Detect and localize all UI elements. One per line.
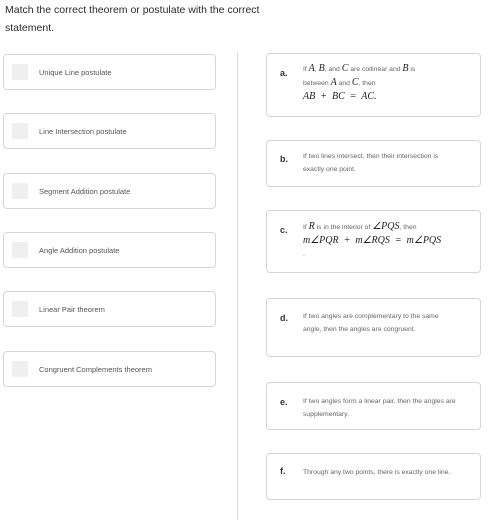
theorem-label: Unique Line postulate xyxy=(39,67,112,77)
theorem-label: Congruent Complements theorem xyxy=(39,364,152,374)
statement-card-f xyxy=(266,453,481,500)
statement-text: If two lines intersect, then their intersection is exactly one point. xyxy=(303,153,439,173)
statement-card-c xyxy=(266,210,481,273)
theorem-card-congruent-complements[interactable] xyxy=(3,351,216,387)
statement-letter: a. xyxy=(280,68,288,78)
theorem-card-linear-pair[interactable] xyxy=(3,291,216,327)
drop-target[interactable] xyxy=(12,242,28,258)
theorem-label: Line Intersection postulate xyxy=(39,126,127,136)
statement-letter: b. xyxy=(280,154,288,164)
statement-text: If R is in the interior of ∠PQS, then m∠PQR + m∠RQS = m∠PQS . xyxy=(303,221,442,258)
statement-card-d xyxy=(266,298,481,357)
statement-text: Through any two points, there is exactly one line. xyxy=(303,469,451,476)
statement-letter: e. xyxy=(280,397,288,407)
statement-card-b xyxy=(266,140,481,187)
statement-letter: d. xyxy=(280,313,288,323)
drop-target[interactable] xyxy=(12,361,28,377)
statement-card-a xyxy=(266,53,481,117)
statement-card-e xyxy=(266,382,481,430)
drop-target[interactable] xyxy=(12,301,28,317)
statement-text: If two angles form a linear pair, then the angles are supplementary. xyxy=(303,398,456,418)
theorem-label: Linear Pair theorem xyxy=(39,304,105,314)
drop-target[interactable] xyxy=(12,64,28,80)
statement-letter: f. xyxy=(280,466,286,476)
column-divider xyxy=(237,52,238,520)
equation: AB + BC = AC. xyxy=(303,91,377,102)
theorem-card-unique-line[interactable] xyxy=(3,54,216,90)
equation: m∠PQR + m∠RQS = m∠PQS xyxy=(303,235,442,246)
drop-target[interactable] xyxy=(12,183,28,199)
question-prompt: Match the correct theorem or postulate with the correct statement. xyxy=(5,4,260,34)
theorem-label: Segment Addition postulate xyxy=(39,186,131,196)
statement-text: If A, B, and C are collinear and B is between A and C, then AB + BC = AC. xyxy=(303,63,416,102)
theorem-card-segment-addition[interactable] xyxy=(3,173,216,209)
statement-letter: c. xyxy=(280,225,288,235)
theorem-card-line-intersection[interactable] xyxy=(3,113,216,149)
statement-text: If two angles are complementary to the same angle, then the angles are congruent. xyxy=(303,313,439,333)
drop-target[interactable] xyxy=(12,123,28,139)
theorem-card-angle-addition[interactable] xyxy=(3,232,216,268)
theorem-label: Angle Addition postulate xyxy=(39,245,120,255)
